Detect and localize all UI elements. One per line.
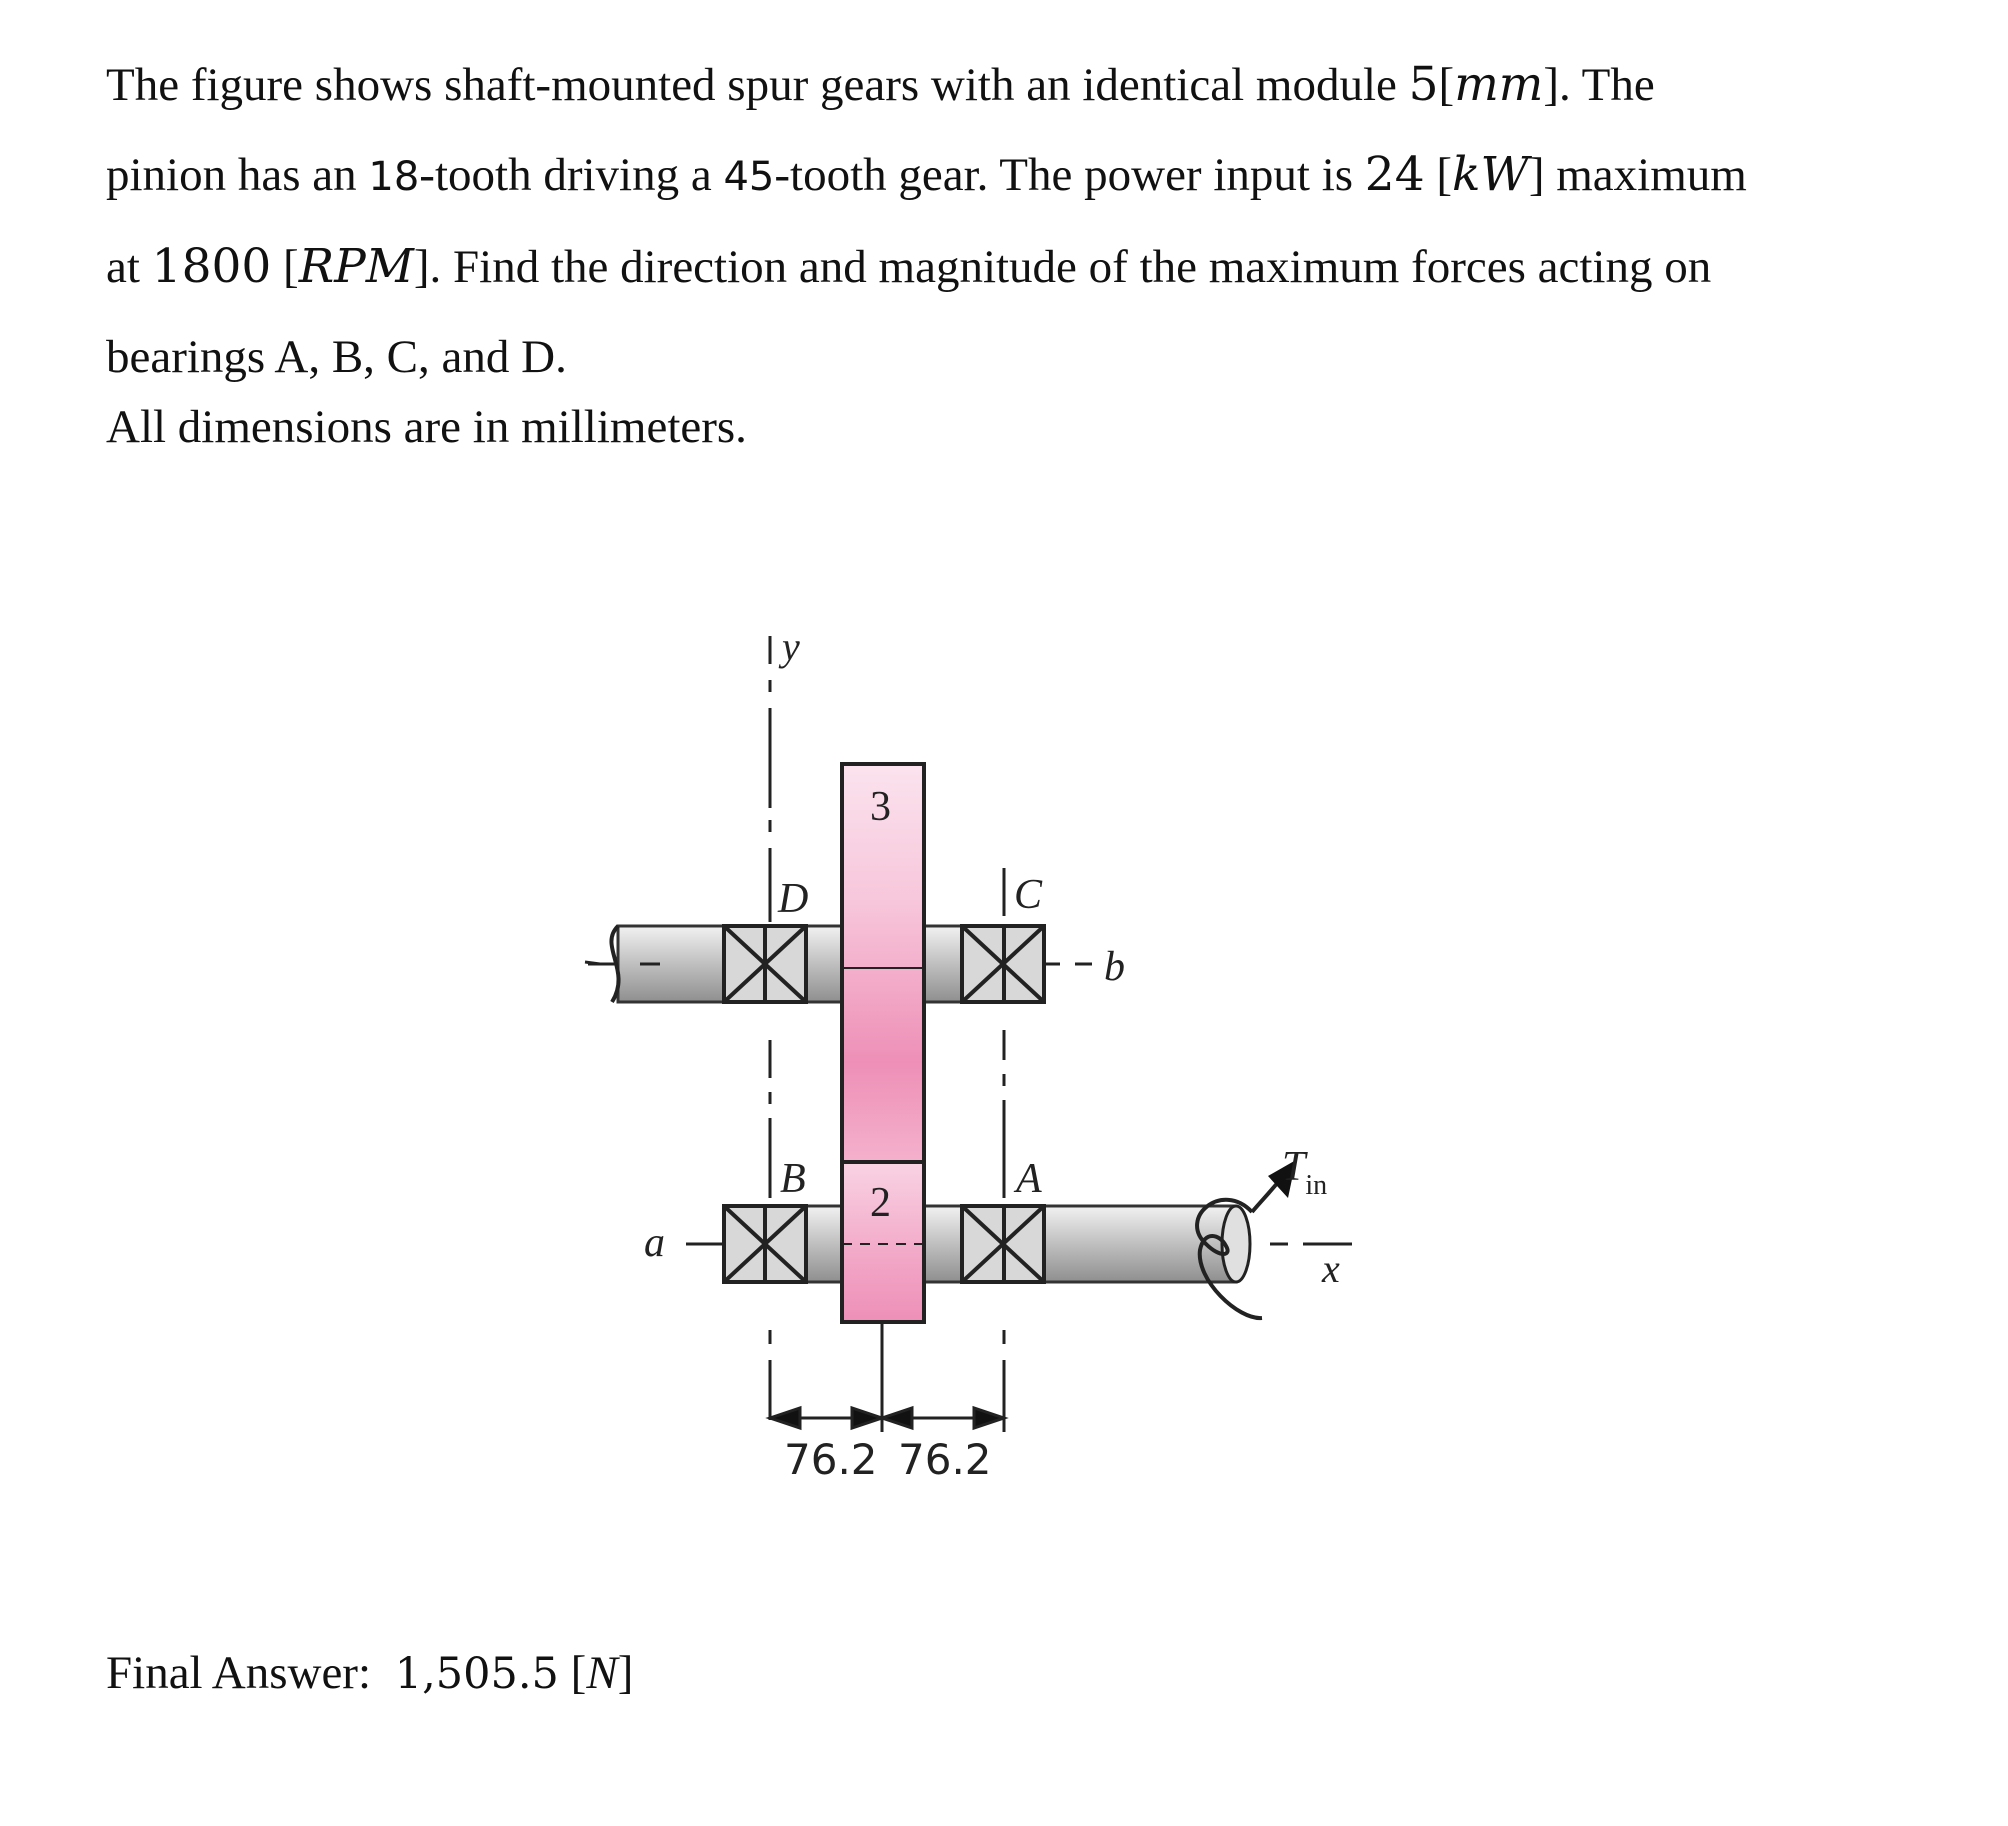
text-run: -tooth gear. The power input is bbox=[774, 149, 1365, 201]
gear-teeth: 45 bbox=[723, 154, 775, 200]
bearing-b-label: B bbox=[780, 1156, 806, 1202]
text-run: The figure shows shaft-mounted spur gears with an identical module bbox=[106, 59, 1409, 111]
axis-y-label: y bbox=[782, 624, 800, 669]
problem-line-4: bearings A, B, C, and D. bbox=[106, 331, 567, 383]
final-answer-unit-open: [ bbox=[570, 1647, 587, 1699]
axis-x-label: x bbox=[1322, 1246, 1340, 1291]
final-answer-unit-close: ] bbox=[617, 1647, 634, 1699]
shaft-b-label: b bbox=[1104, 944, 1125, 990]
dimensions-note: All dimensions are in millimeters. bbox=[106, 401, 747, 453]
bracket: [ bbox=[271, 241, 299, 293]
text-run: pinion has an bbox=[106, 149, 369, 201]
bearing-a-label: A bbox=[1016, 1156, 1042, 1202]
bracket: [ bbox=[1438, 59, 1455, 111]
text-run: ]. The bbox=[1543, 59, 1655, 111]
bearing-c-label: C bbox=[1014, 872, 1043, 918]
center-lines bbox=[588, 636, 1352, 1432]
speed-unit: RPM bbox=[298, 239, 414, 294]
text-run: ] maximum bbox=[1528, 149, 1747, 201]
text-run: -tooth driving a bbox=[419, 149, 724, 201]
dimension-left-label: 76.2 bbox=[784, 1435, 878, 1484]
bearing-b-symbol bbox=[724, 1206, 806, 1282]
bearing-d-symbol bbox=[724, 926, 806, 1002]
gear-3-label: 3 bbox=[870, 784, 891, 830]
bearing-c-symbol bbox=[962, 926, 1044, 1002]
bearing-d-label: D bbox=[778, 876, 809, 922]
module-value: 5 bbox=[1408, 57, 1439, 112]
final-answer-value: 1,505.5 bbox=[394, 1649, 559, 1699]
gear-2-label: 2 bbox=[870, 1180, 891, 1226]
speed-value: 1800 bbox=[151, 239, 272, 294]
pinion-teeth: 18 bbox=[368, 154, 420, 200]
module-unit: mm bbox=[1454, 57, 1544, 112]
dimension-right-label: 76.2 bbox=[898, 1435, 992, 1484]
final-answer-unit: N bbox=[586, 1647, 618, 1699]
shaft-a-label: a bbox=[644, 1220, 665, 1266]
final-answer-label: Final Answer: bbox=[106, 1647, 372, 1699]
dimension-arrows bbox=[770, 1408, 1004, 1428]
torque-label: $T_{in}$ bbox=[1282, 1144, 1328, 1201]
bearing-a-symbol bbox=[962, 1206, 1044, 1282]
final-answer bbox=[106, 1646, 633, 1700]
power-unit: kW bbox=[1452, 147, 1529, 202]
power-value: 24 bbox=[1364, 147, 1425, 202]
bracket: [ bbox=[1424, 149, 1453, 201]
text-run: at bbox=[106, 241, 152, 293]
text-run: ]. Find the direction and magnitude of the maximum forces acting on bbox=[413, 241, 1712, 293]
